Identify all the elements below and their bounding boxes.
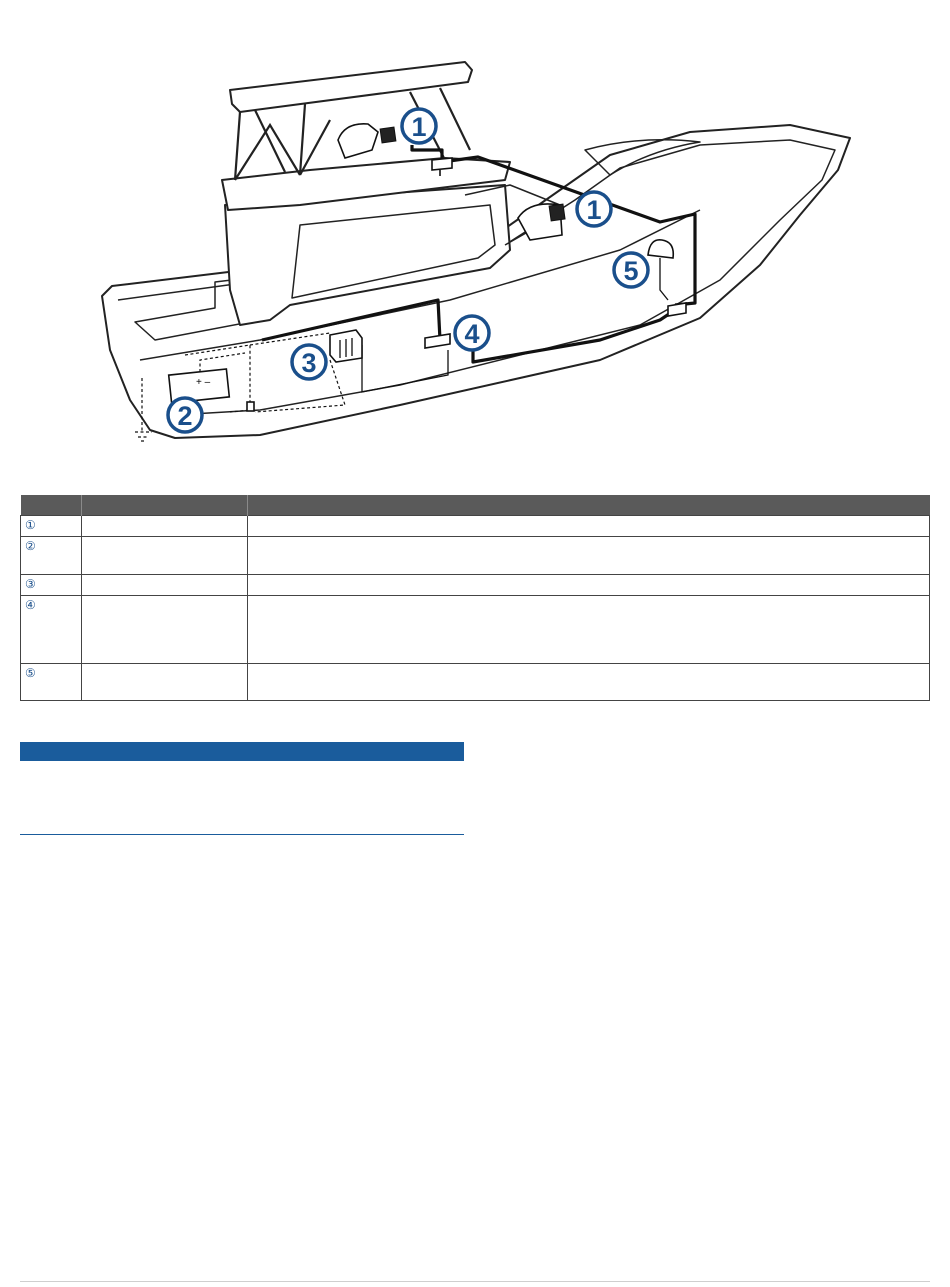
callout-1-flybridge — [402, 109, 436, 143]
boat-wiring-diagram — [90, 40, 870, 460]
callout-label: 3 — [301, 348, 317, 378]
row-marker: ③ — [21, 575, 82, 596]
callout-label: 2 — [177, 401, 193, 431]
battery-terminals: + – — [196, 377, 211, 388]
callout-5-sensor — [614, 253, 648, 287]
table-header-row — [21, 495, 930, 516]
row-item — [82, 596, 248, 664]
row-item — [82, 664, 248, 701]
callout-4-connector — [455, 316, 489, 350]
callout-label: 1 — [411, 112, 427, 142]
row-description — [248, 596, 930, 664]
row-marker: ① — [21, 516, 82, 537]
row-item — [82, 575, 248, 596]
row-description — [248, 664, 930, 701]
hard-top — [230, 62, 472, 112]
column-header-item — [82, 495, 248, 516]
row-marker: ④ — [21, 596, 82, 664]
row-description — [248, 537, 930, 575]
callout-1-helm — [577, 192, 611, 226]
row-description — [248, 516, 930, 537]
column-header-description — [248, 495, 930, 516]
row-item — [82, 537, 248, 575]
helm-seat — [338, 124, 378, 158]
table-row — [21, 596, 930, 664]
table-row — [21, 575, 930, 596]
table-row — [21, 537, 930, 575]
row-item — [82, 516, 248, 537]
callout-3-engine — [292, 345, 326, 379]
helm-display — [549, 204, 565, 221]
table-row — [21, 516, 930, 537]
row-marker: ⑤ — [21, 664, 82, 701]
row-description — [248, 575, 930, 596]
sensor-dome — [648, 240, 673, 258]
callout-label: 5 — [623, 256, 639, 286]
t-connector-3 — [668, 303, 686, 316]
callout-2-battery — [168, 398, 202, 432]
parts-table — [20, 495, 930, 701]
footer-divider — [20, 1281, 930, 1282]
callout-label: 1 — [586, 195, 602, 225]
fuse-holder — [247, 402, 254, 411]
row-marker: ② — [21, 537, 82, 575]
column-header-marker — [21, 495, 82, 516]
callout-label: 4 — [464, 319, 480, 349]
section-heading-bar — [20, 742, 464, 761]
flybridge-display — [380, 127, 396, 143]
section-divider — [20, 834, 464, 835]
table-row — [21, 664, 930, 701]
